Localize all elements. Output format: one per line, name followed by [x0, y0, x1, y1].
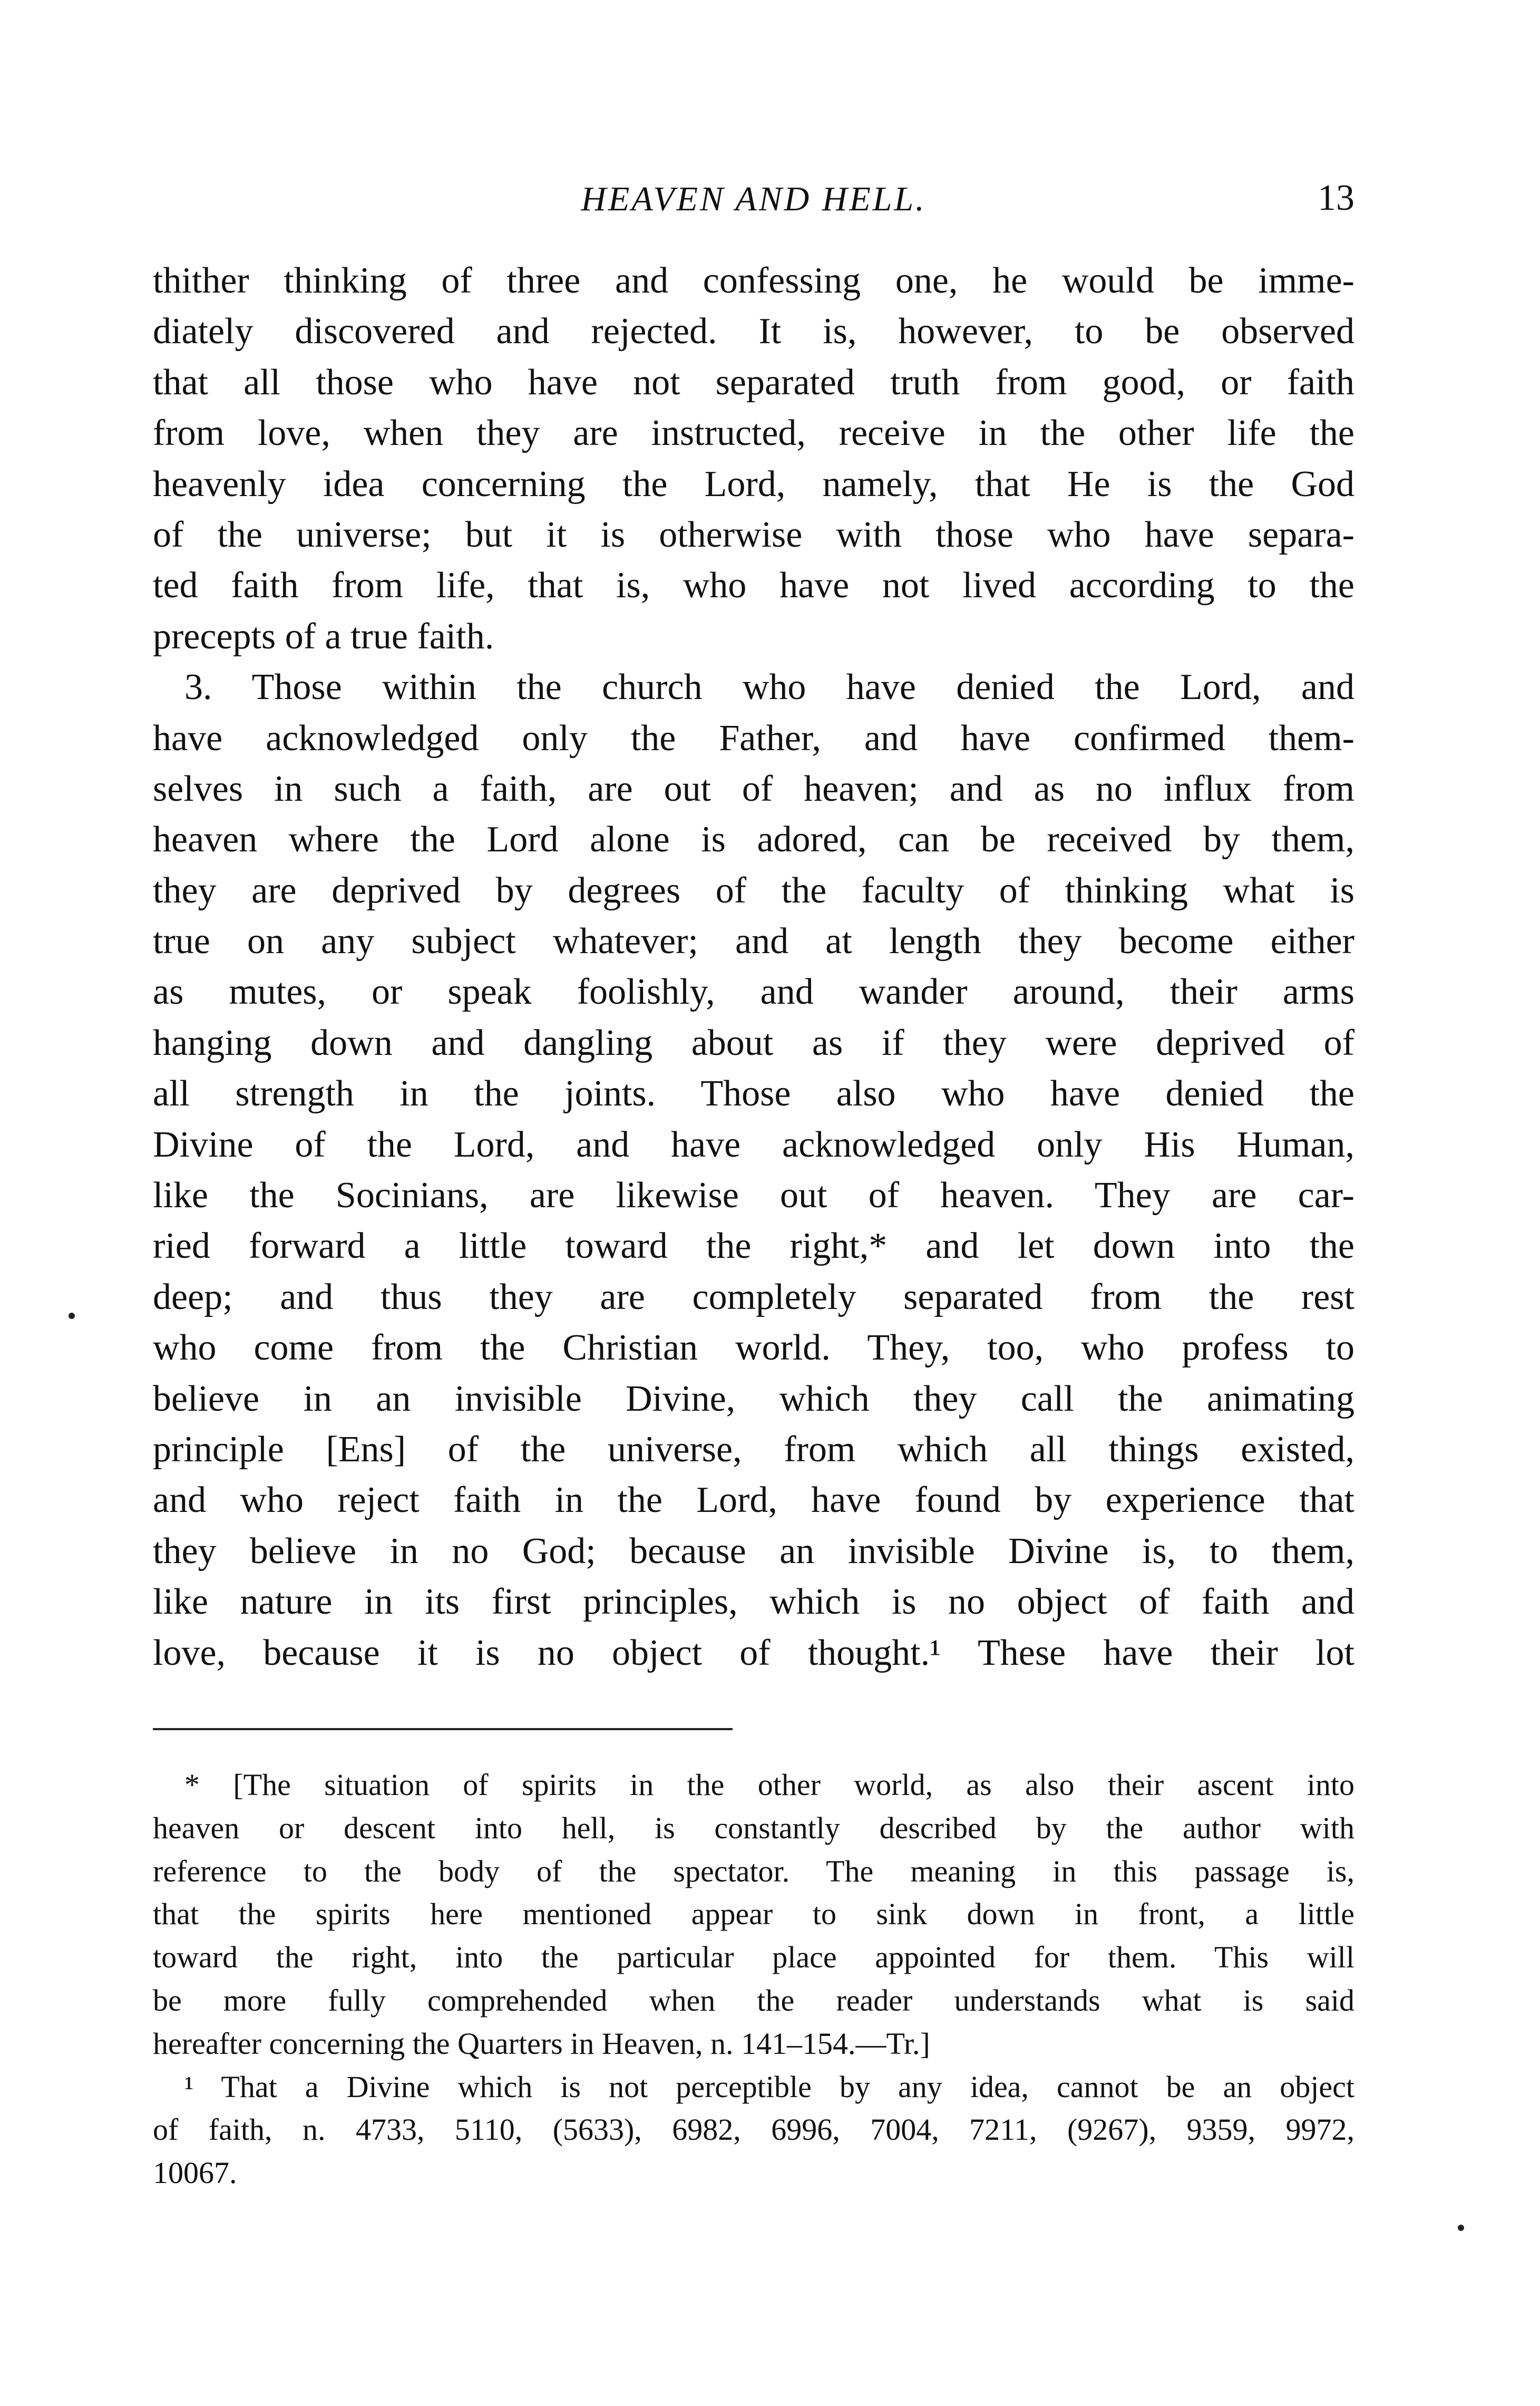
- text-line: that all those who have not separated truth from good, or faith: [153, 362, 1354, 403]
- text-line: believe in an invisible Divine, which they call the animating: [153, 1378, 1354, 1419]
- text-line: they are deprived by degrees of the faculty of thinking what is: [153, 870, 1354, 911]
- text-line: ted faith from life, that is, who have not lived according to the: [153, 565, 1354, 606]
- text-line: like nature in its first principles, which is no object of faith and: [153, 1582, 1354, 1623]
- text-line: diately discovered and rejected. It is, however, to be observed: [153, 311, 1354, 352]
- text-line: as mutes, or speak foolishly, and wander around, their arms: [153, 972, 1354, 1013]
- text-line: from love, when they are instructed, receive in the other life the: [153, 413, 1354, 454]
- page-header: [153, 174, 1354, 232]
- footnotes: [153, 1763, 1354, 2195]
- text-line: hanging down and dangling about as if they were deprived of: [153, 1022, 1354, 1063]
- text-line: heaven where the Lord alone is adored, can be received by them,: [153, 819, 1354, 860]
- text-line: and who reject faith in the Lord, have found by experience that: [153, 1480, 1354, 1521]
- text-line: heavenly idea concerning the Lord, namely, that He is the God: [153, 463, 1354, 505]
- footnote-line: that the spirits here mentioned appear to sink down in front, a little: [153, 1897, 1354, 1932]
- text-line: 3. Those within the church who have denied the Lord, and: [184, 667, 1354, 708]
- footnote-line: * [The situation of spirits in the other world, as also their ascent into: [184, 1768, 1354, 1802]
- footnote-line: 10067.: [153, 2156, 237, 2190]
- text-line: they believe in no God; because an invisible Divine is, to them,: [153, 1530, 1354, 1571]
- text-line: all strength in the joints. Those also who have denied the: [153, 1073, 1354, 1114]
- text-line: love, because it is no object of thought.¹ These have their lot: [153, 1632, 1354, 1673]
- footnote-line: of faith, n. 4733, 5110, (5633), 6982, 6996, 7004, 7211, (9267), 9359, 9972,: [153, 2112, 1354, 2147]
- text-line: Divine of the Lord, and have acknowledged only His Human,: [153, 1124, 1354, 1165]
- text-line: deep; and thus they are completely separated from the rest: [153, 1276, 1354, 1317]
- footnote-line: be more fully comprehended when the reader understands what is said: [153, 1983, 1354, 2017]
- margin-speck: [1458, 2225, 1464, 2231]
- text-line: precepts of a true faith.: [153, 616, 494, 657]
- main-text: [153, 256, 1354, 1679]
- text-line: principle [Ens] of the universe, from which all things existed,: [153, 1429, 1354, 1470]
- footnote-line: hereafter concerning the Quarters in Heaven, n. 141–154.—Tr.]: [153, 2026, 930, 2061]
- text-line: true on any subject whatever; and at length they become either: [153, 921, 1354, 962]
- text-line: thither thinking of three and confessing one, he would be imme-: [153, 260, 1354, 301]
- footnote-line: ¹ That a Divine which is not perceptible by any idea, cannot be an object: [184, 2069, 1354, 2104]
- footnote-divider: [153, 1728, 733, 1730]
- page-number: 13: [1318, 178, 1354, 218]
- footnote-line: toward the right, into the particular place appointed for them. This will: [153, 1940, 1354, 1975]
- text-line: selves in such a faith, are out of heaven; and as no influx from: [153, 768, 1354, 809]
- text-line: have acknowledged only the Father, and have confirmed them-: [153, 717, 1354, 759]
- footnote-line: heaven or descent into hell, is constantly described by the author with: [153, 1810, 1354, 1845]
- text-line: of the universe; but it is otherwise with those who have separa-: [153, 514, 1354, 555]
- footnote-line: reference to the body of the spectator. The meaning in this passage is,: [153, 1854, 1354, 1888]
- text-line: who come from the Christian world. They, too, who profess to: [153, 1327, 1354, 1369]
- running-title: HEAVEN AND HELL.: [581, 180, 927, 218]
- text-line: ried forward a little toward the right,* and let down into the: [153, 1226, 1354, 1267]
- text-line: like the Socinians, are likewise out of heaven. They are car-: [153, 1175, 1354, 1216]
- margin-speck: [69, 1313, 75, 1319]
